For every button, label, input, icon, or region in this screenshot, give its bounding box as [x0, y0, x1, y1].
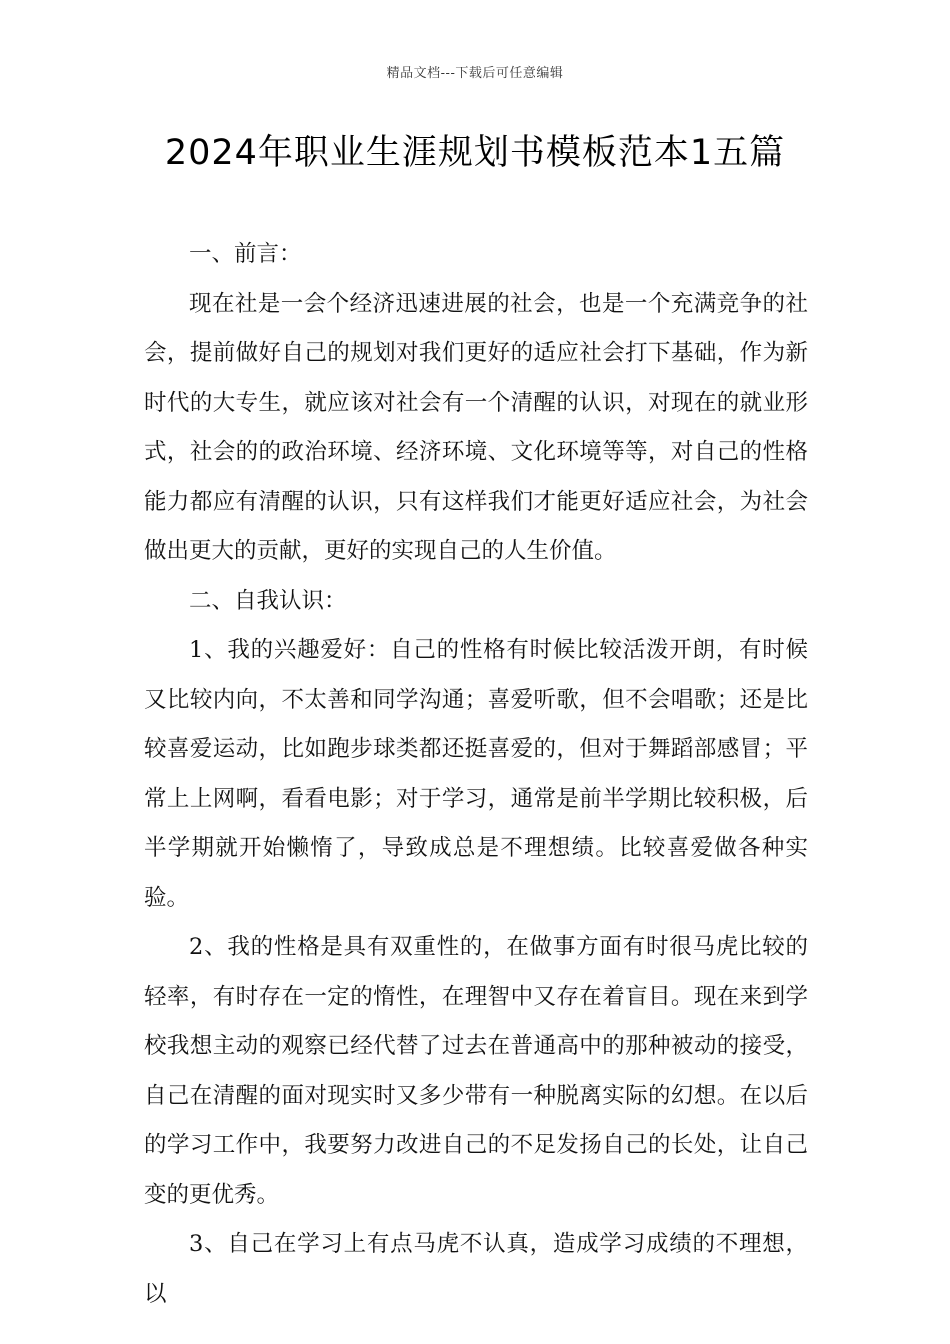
paragraph-preface: 现在社是一会个经济迅速进展的社会，也是一个充满竞争的社会，提前做好自己的规划对我们更好的适应社会打下基础，作为新时代的大专生，就应该对社会有一个清醒的认识，对现在的就业形式，社会的的政治环境、经济环境、文化环境等等，对自己的性格能力都应有清醒的认识，只有这样我们才能更好适应社会，为社会做出更大的贡献，更好的实现自己的人生价值。: [144, 290, 808, 564]
page-header-watermark: 精品文档---下载后可任意编辑: [386, 66, 564, 81]
document-title: 2024年职业生涯规划书模板范本1五篇: [164, 133, 786, 173]
document-body: [144, 230, 808, 1319]
paragraph-personality: 2、我的性格是具有双重性的，在做事方面有时很马虎比较的轻率，有时存在一定的惰性，在理智中又存在着盲目。现在来到学校我想主动的观察已经代替了过去在普通高中的那种被动的接受，自己在清醒的面对现实时又多少带有一种脱离实际的幻想。在以后的学习工作中，我要努力改进自己的不足发扬自己的长处，让自己变的更优秀。: [144, 934, 808, 1208]
section-heading-self-awareness: 二、自我认识：: [189, 587, 347, 614]
section-heading-preface: 一、前言：: [189, 241, 302, 267]
paragraph-interests: 1、我的兴趣爱好：自己的性格有时候比较活泼开朗，有时候又比较内向，不太善和同学沟通；喜爱听歌，但不会唱歌；还是比较喜爱运动，比如跑步球类都还挺喜爱的，但对于舞蹈部感冒；平常上上网啊，看看电影；对于学习，通常是前半学期比较积极，后半学期就开始懒惰了，导致成总是不理想绩。比较喜爱做各种实验。: [144, 637, 808, 911]
paragraph-study: 3、自己在学习上有点马虎不认真，造成学习成绩的不理想，以: [144, 1231, 808, 1307]
